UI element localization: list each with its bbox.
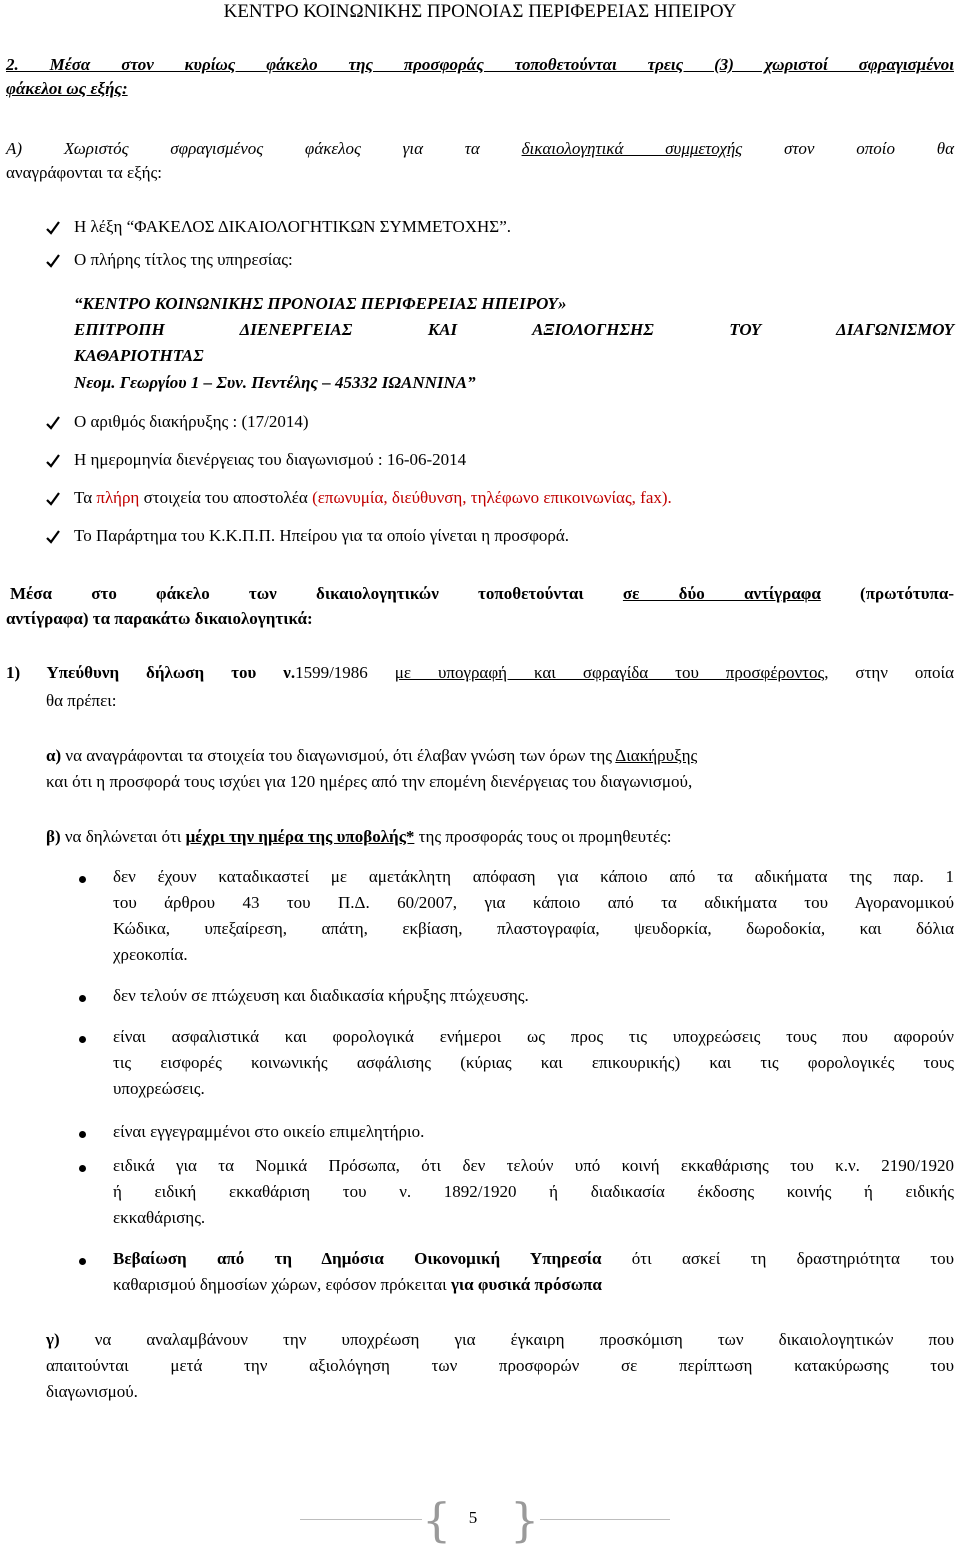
- running-header: ΚΕΝΤΡΟ ΚΟΙΝΩΝΙΚΗΣ ΠΡΟΝΟΙΑΣ ΠΕΡΙΦΕΡΕΙΑΣ ΗΠΕΙΡΟΥ: [223, 1, 737, 22]
- clause-a-text: να αναγράφονται τα στοιχεία του διαγωνισμού, ότι έλαβαν γνώση των όρων της: [61, 746, 616, 765]
- checklist-item-1: Η λέξη “ΦΑΚΕΛΟΣ ΔΙΚΑΙΟΛΟΓΗΤΙΚΩΝ ΣΥΜΜΕΤΟΧΗΣ”.: [74, 217, 511, 236]
- bullet-5-line-1: ειδικά για τα Νομικά Πρόσωπα, ότι δεν τελούν υπό κοινή εκκαθάρισης του κ.ν. 2190/1920: [113, 1156, 954, 1175]
- clause-a-line-2: και ότι η προσφορά τους ισχύει για 120 ημέρες από την επομένη διενέργειας του διαγωνισμού,: [46, 772, 693, 791]
- item-1-law: 1599/1986: [295, 663, 395, 682]
- clause-c-line-3: διαγωνισμού.: [46, 1382, 138, 1401]
- part-a-prefix: Α) Χωριστός σφραγισμένος φάκελος για τα: [6, 139, 480, 158]
- bullet-icon: [79, 1258, 86, 1265]
- clause-b-line-1: [46, 826, 672, 848]
- part-a-line-2: αναγράφονται τα εξής:: [6, 163, 163, 182]
- checkmark-icon: [46, 416, 60, 430]
- bullet-4: είναι εγγεγραμμένοι στο οικείο επιμελητήριο.: [113, 1122, 425, 1141]
- bullet-3-line-3: υποχρεώσεις.: [113, 1079, 205, 1098]
- clause-b-text-a: να δηλώνεται ότι: [60, 827, 186, 846]
- clause-b-label: β): [46, 827, 61, 846]
- clause-c-text: να αναλαμβάνουν την υποχρέωση για έγκαιρη προσκόμιση των δικαιολογητικών που: [59, 1330, 954, 1349]
- checkmark-icon: [46, 254, 60, 268]
- address-line-1: “ΚΕΝΤΡΟ ΚΟΙΝΩΝΙΚΗΣ ΠΡΟΝΟΙΑΣ ΠΕΡΙΦΕΡΕΙΑΣ ΗΠΕΙΡΟΥ»: [74, 294, 567, 313]
- decl-number-label: Ο αριθμός διακήρυξης :: [74, 412, 242, 431]
- bullet-icon: [79, 1165, 86, 1172]
- item-1-signature: με υπογραφή και σφραγίδα του προσφέροντος: [394, 663, 825, 682]
- clause-b-text-c: της προσφοράς τους οι προμηθευτές:: [414, 827, 672, 846]
- bullet-6-text: καθαρισμού δημοσίων χώρων, εφόσον πρόκειται: [113, 1275, 451, 1294]
- bullet-1-line-2: του άρθρου 43 του Π.Δ. 60/2007, για κάποιο από τα αδικήματα του Αγορανομικού: [113, 893, 954, 912]
- left-brace-icon: {: [422, 1493, 452, 1547]
- bullet-5-line-3: εκκαθάρισης.: [113, 1208, 206, 1227]
- bullet-6-line-2: [113, 1274, 602, 1296]
- bullet-5-line-2: ή ειδική εκκαθάριση του ν. 1892/1920 ή διαδικασία έκδοσης κοινής ή ειδικής: [113, 1182, 954, 1201]
- page-number: 5: [468, 1508, 478, 1527]
- clause-a-line-1: [46, 745, 697, 767]
- tender-date-label: Η ημερομηνία διενέργειας του διαγωνισμού :: [74, 450, 387, 469]
- clause-c-line-1: [46, 1329, 954, 1351]
- copies-text-c: (πρωτότυπα-: [860, 584, 955, 603]
- right-brace-icon: }: [510, 1493, 540, 1547]
- checklist-item-3: [74, 411, 309, 433]
- checklist-item-6: Το Παράρτημα του Κ.Κ.Π.Π. Ηπείρου για τα οποίο γίνεται η προσφορά.: [74, 526, 570, 545]
- copies-two-copies: σε δύο αντίγραφα: [622, 584, 821, 603]
- address-line-4: Νεομ. Γεωργίου 1 – Συν. Πεντέλης – 45332 ΙΩΑΝΝΙΝΑ”: [74, 373, 476, 392]
- footer-rule-right: [540, 1519, 670, 1520]
- item-1-title: 1) Υπεύθυνη δήλωση του ν.: [6, 663, 296, 682]
- checklist-item-5: [74, 487, 672, 509]
- sender-text-c: στοιχεία του αποστολέα: [139, 488, 313, 507]
- bullet-1-line-1: δεν έχουν καταδικαστεί με αμετάκλητη απόφαση για κάποιο από τα αδικήματα της παρ. 1: [113, 867, 954, 886]
- clause-a-declaration: Διακήρυξης: [615, 746, 698, 765]
- checklist-item-4: [74, 449, 466, 471]
- bullet-icon: [79, 995, 86, 1002]
- sender-text-red-full: πλήρη: [96, 488, 140, 507]
- section-2-heading-line-1: 2. Μέσα στον κυρίως φάκελο της προσφοράς τοποθετούνται τρεις (3) χωριστοί σφραγισμένοι: [6, 55, 954, 74]
- checklist-item-2: Ο πλήρης τίτλος της υπηρεσίας:: [74, 250, 293, 269]
- bullet-1-line-3: Κώδικα, υπεξαίρεση, απάτη, εκβίαση, πλαστογραφία, ψευδορκία, δωροδοκία, και δόλια: [113, 919, 954, 938]
- checkmark-icon: [46, 530, 60, 544]
- bullet-6-line-1: [113, 1248, 954, 1270]
- part-a-underlined: δικαιολογητικά συμμετοχής: [521, 139, 743, 158]
- bullet-1-line-4: χρεοκοπία.: [113, 945, 188, 964]
- tender-date-value: 16-06-2014: [386, 450, 467, 469]
- bullet-icon: [79, 1131, 86, 1138]
- bullet-6-bold: Βεβαίωση από τη Δημόσια Οικονομική Υπηρεσία: [113, 1249, 602, 1268]
- bullet-6-natural-persons: για φυσικά πρόσωπα: [450, 1275, 602, 1294]
- sender-text-red-details: (επωνυμία, διεύθυνση, τηλέφωνο επικοινωνίας, fax).: [312, 488, 672, 507]
- address-line-2: ΕΠΙΤΡΟΠΗ ΔΙΕΝΕΡΓΕΙΑΣ ΚΑΙ ΑΞΙΟΛΟΓΗΣΗΣ ΤΟΥ ΔΙΑΓΩΝΙΣΜΟΥ: [74, 320, 954, 339]
- clause-a-label: α): [46, 746, 62, 765]
- clause-c-label: γ): [46, 1330, 60, 1349]
- bullet-3-line-1: είναι ασφαλιστικά και φορολογικά ενήμεροι ως προς τις υποχρεώσεις τους που αφορούν: [113, 1027, 954, 1046]
- bullet-6-rest: ότι ασκεί τη δραστηριότητα του: [601, 1249, 954, 1268]
- bullet-icon: [79, 1036, 86, 1043]
- bullet-2: δεν τελούν σε πτώχευση και διαδικασία κήρυξης πτώχευσης.: [113, 986, 529, 1005]
- item-1-line-2: θα πρέπει:: [46, 691, 117, 710]
- sender-text-a: Τα: [74, 488, 97, 507]
- part-a-line-1: [6, 138, 954, 160]
- section-2-heading-line-2: φάκελοι ως εξής:: [6, 79, 128, 98]
- part-a-suffix: στον οποίο θα: [783, 139, 955, 158]
- checkmark-icon: [46, 221, 60, 235]
- bullet-3-line-2: τις εισφορές κοινωνικής ασφάλισης (κύριας και επικουρικής) και τις φορολογικές τους: [113, 1053, 954, 1072]
- clause-b-until-submission: μέχρι την ημέρα της υποβολής*: [185, 827, 415, 846]
- clause-c-line-2: απαιτούνται μετά την αξιολόγηση των προσφορών σε περίπτωση κατακύρωσης του: [46, 1356, 954, 1375]
- checkmark-icon: [46, 492, 60, 506]
- copies-text-a: Μέσα στο φάκελο των δικαιολογητικών τοποθετούνται: [10, 584, 584, 603]
- page-footer: [0, 1493, 960, 1547]
- item-1-line-1: [6, 662, 954, 684]
- decl-number-value: (17/2014): [241, 412, 309, 431]
- footer-rule-left: [300, 1519, 422, 1520]
- item-1-suffix: , στην οποία: [824, 663, 954, 682]
- copies-line-2: αντίγραφα) τα παρακάτω δικαιολογητικά:: [6, 609, 313, 628]
- bullet-icon: [79, 876, 86, 883]
- address-line-3: ΚΑΘΑΡΙΟΤΗΤΑΣ: [74, 346, 204, 365]
- copies-line-1: [10, 583, 954, 605]
- checkmark-icon: [46, 454, 60, 468]
